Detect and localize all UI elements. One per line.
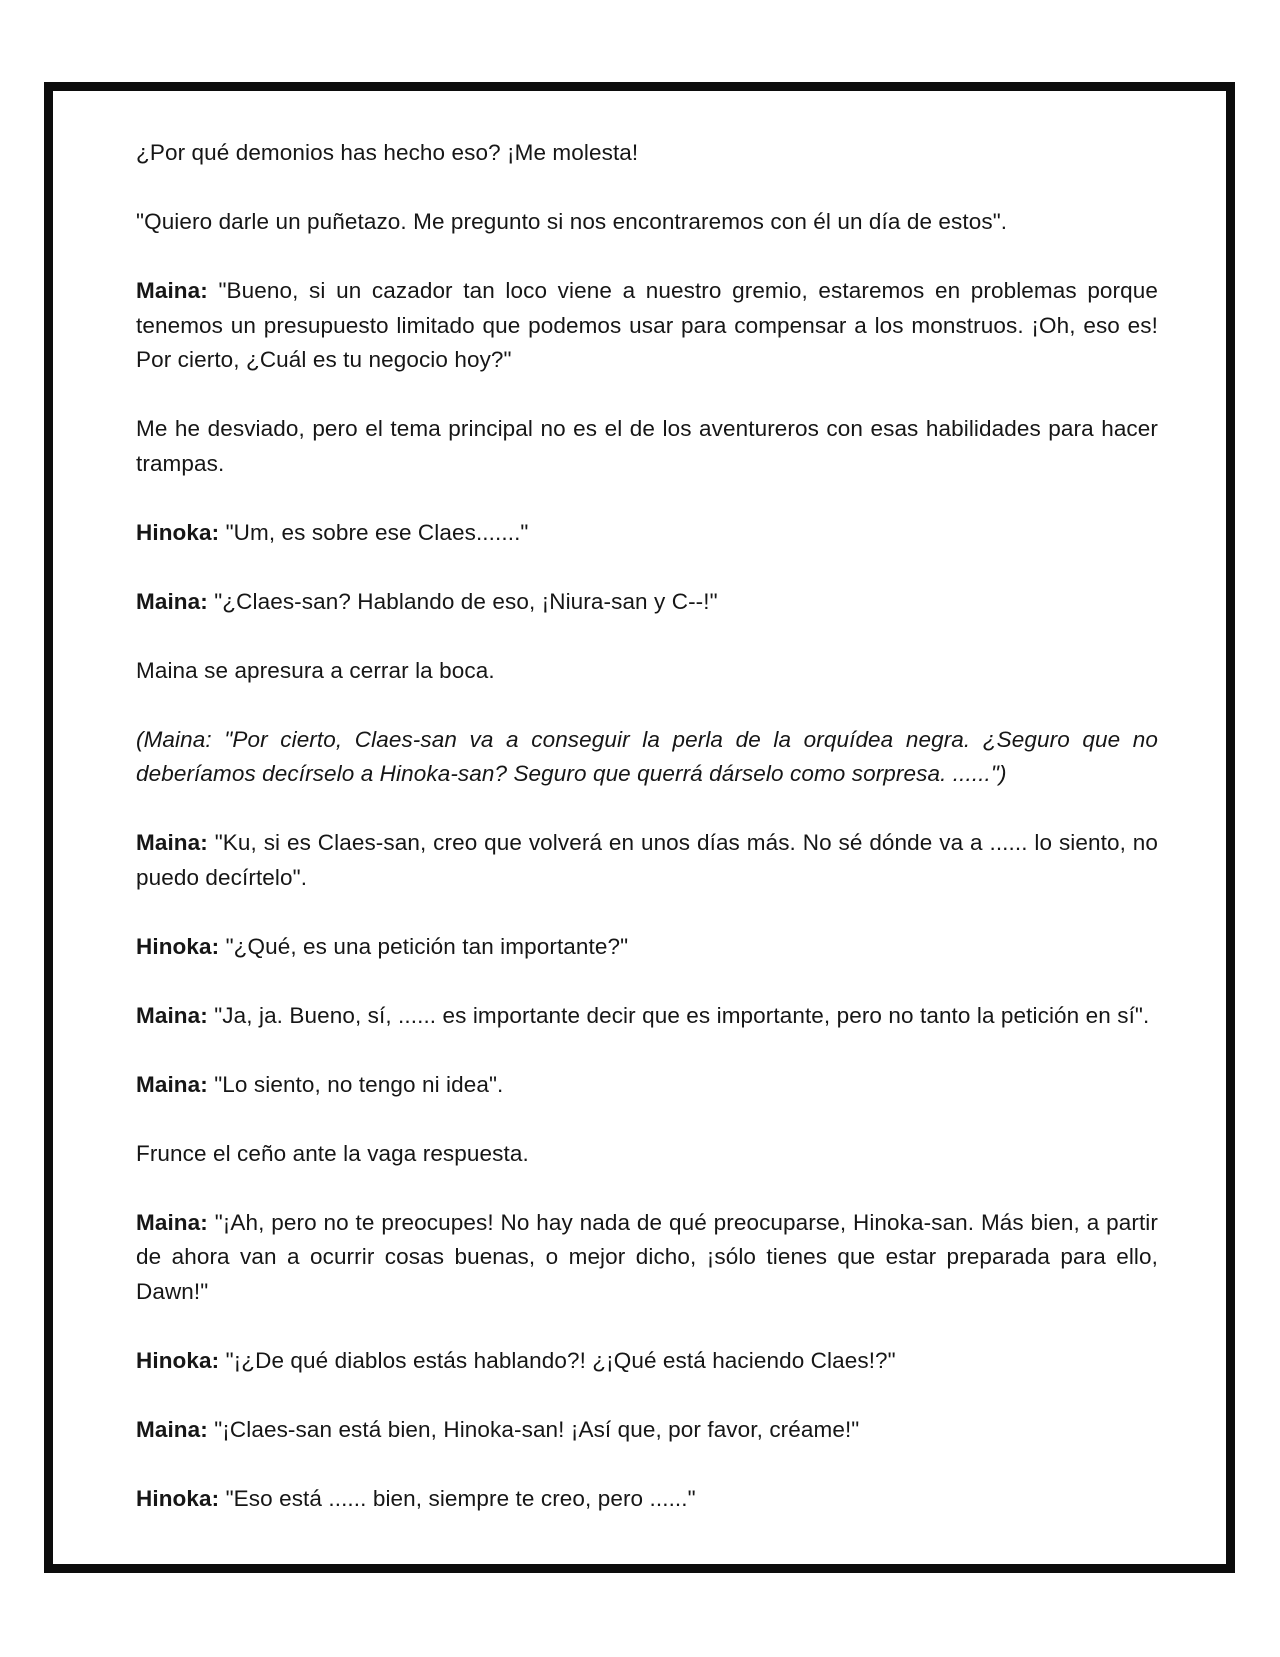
page-body (136, 136, 1158, 1516)
dialogue-paragraph (136, 1068, 1158, 1103)
speaker-label: Maina: (136, 1209, 208, 1235)
dialogue-text: "¿Claes-san? Hablando de eso, ¡Niura-san y C--!" (214, 588, 718, 614)
paragraph-text: Maina se apresura a cerrar la boca. (136, 657, 495, 683)
speaker-label: Hinoka: (136, 1485, 220, 1511)
dialogue-paragraph (136, 930, 1158, 965)
paragraph-text: ¿Por qué demonios has hecho eso? ¡Me molesta! (136, 140, 639, 165)
dialogue-paragraph (136, 1482, 1158, 1517)
dialogue-paragraph (136, 1344, 1158, 1379)
speaker-label: Maina: (136, 830, 208, 855)
dialogue-paragraph (136, 1206, 1158, 1310)
paragraph-text: (Maina: "Por cierto, Claes-san va a conseguir la perla de la orquídea negra. ¿Seguro que no deberíamos decírselo a Hinoka-san? Seguro que querrá dárselo como sorpresa. ......") (136, 726, 1158, 786)
dialogue-paragraph (136, 585, 1158, 620)
speaker-label: Hinoka: (136, 933, 220, 959)
dialogue-text: "Um, es sobre ese Claes......." (225, 519, 529, 545)
dialogue-text: "Ku, si es Claes-san, creo que volverá en unos días más. No sé dónde va a ...... lo siento, no puedo decírtelo". (136, 830, 1159, 890)
paragraph (136, 205, 1158, 240)
dialogue-paragraph (136, 516, 1158, 551)
dialogue-paragraph (136, 826, 1158, 895)
italic-aside-paragraph (136, 723, 1158, 792)
paragraph-text: "Quiero darle un puñetazo. Me pregunto si nos encontraremos con él un día de estos". (136, 209, 1008, 234)
page-frame (44, 82, 1235, 1573)
paragraph (136, 412, 1158, 481)
dialogue-text: "¿Qué, es una petición tan importante?" (225, 933, 629, 959)
dialogue-paragraph (136, 1413, 1158, 1448)
speaker-label: Maina: (136, 1416, 208, 1442)
dialogue-paragraph (136, 274, 1158, 378)
paragraph (136, 1137, 1158, 1172)
speaker-label: Maina: (136, 1002, 208, 1028)
dialogue-text: "Eso está ...... bien, siempre te creo, pero ......" (225, 1485, 696, 1511)
paragraph (136, 654, 1158, 689)
dialogue-text: "Bueno, si un cazador tan loco viene a nuestro gremio, estaremos en problemas porque tenemos un presupuesto limitado que podemos usar para compensar a los monstruos. ¡Oh, eso es! Por cierto, ¿Cuál es tu negocio hoy?" (136, 278, 1158, 372)
speaker-label: Hinoka: (136, 519, 220, 545)
speaker-label: Hinoka: (136, 1347, 220, 1373)
speaker-label: Maina: (136, 278, 208, 303)
speaker-label: Maina: (136, 588, 208, 614)
dialogue-text: "¡Claes-san está bien, Hinoka-san! ¡Así que, por favor, créame!" (214, 1416, 860, 1442)
dialogue-text: "¡¿De qué diablos estás hablando?! ¿¡Qué está haciendo Claes!?" (225, 1347, 896, 1373)
dialogue-paragraph (136, 999, 1158, 1034)
speaker-label: Maina: (136, 1071, 208, 1097)
dialogue-text: "Ja, ja. Bueno, sí, ...... es importante decir que es importante, pero no tanto la petición en sí". (214, 1002, 1150, 1028)
paragraph-text: Frunce el ceño ante la vaga respuesta. (136, 1140, 529, 1166)
paragraph (136, 136, 1158, 171)
dialogue-text: "Lo siento, no tengo ni idea". (214, 1071, 504, 1097)
dialogue-text: "¡Ah, pero no te preocupes! No hay nada de qué preocuparse, Hinoka-san. Más bien, a partir de ahora van a ocurrir cosas buenas, o mejor dicho, ¡sólo tienes que estar preparada para ello, Dawn!" (136, 1209, 1158, 1304)
paragraph-text: Me he desviado, pero el tema principal no es el de los aventureros con esas habilidades para hacer trampas. (136, 416, 1158, 476)
